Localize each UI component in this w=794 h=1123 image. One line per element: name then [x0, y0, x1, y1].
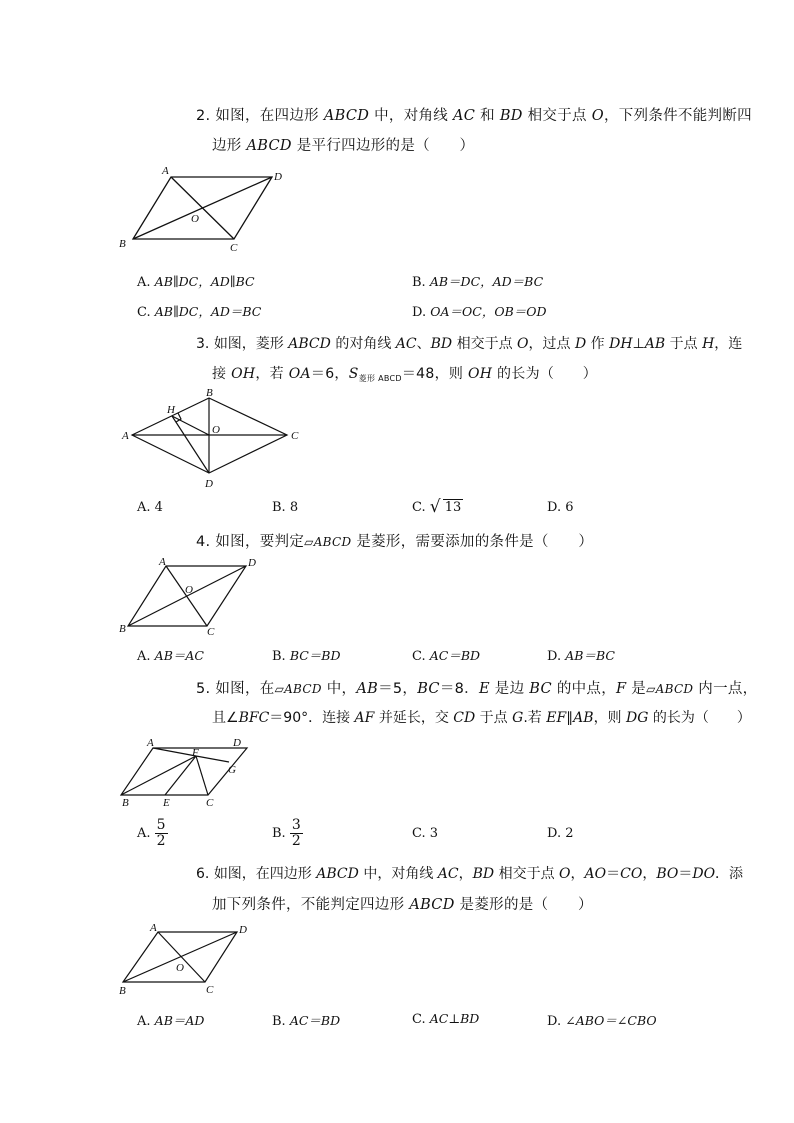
q3-label-o: O: [212, 424, 220, 436]
q5-stem-line1: 5. 如图，在▱ABCD 中，AB＝5，BC＝8．E 是边 BC 的中点，F 是▱ABCD 内一点，: [196, 681, 758, 697]
q5-option-a[interactable]: A. $\frac{5}{2}$: [137, 817, 166, 849]
q5-fraction-b: $\frac{3}{2}$: [291, 817, 301, 849]
q4-option-c[interactable]: C. AC＝BD: [412, 648, 481, 664]
q5-label-f: F: [192, 747, 199, 759]
q5-label-a: A: [147, 737, 154, 749]
q2-label-a: A: [162, 165, 169, 177]
q3-stem-line1: 3. 如图，菱形 ABCD 的对角线 AC、BD 相交于点 O，过点 D 作 DH⊥AB 于点 H，连: [196, 336, 743, 352]
q3-option-c[interactable]: C. √ 13: [412, 497, 462, 517]
q4-label-a: A: [159, 556, 166, 568]
q6-label-b: B: [119, 985, 126, 997]
q3-label-h: H: [167, 404, 175, 416]
q4-label-d: D: [248, 557, 256, 569]
q3-label-d: D: [205, 478, 213, 490]
q4-option-b[interactable]: B. BC＝BD: [272, 648, 341, 664]
q6-option-c[interactable]: C. AC⊥BD: [412, 1011, 480, 1027]
q6-stem-line1: 6. 如图，在四边形 ABCD 中，对角线 AC，BD 相交于点 O，AO＝CO，BO＝DO．添: [196, 866, 744, 882]
q2-option-a[interactable]: A. AB∥DC，AD∥BC: [137, 274, 255, 290]
q2-option-c[interactable]: C. AB∥DC，AD＝BC: [137, 304, 262, 320]
q3-sqrt: √ 13: [429, 497, 462, 517]
q6-option-d[interactable]: D. ∠ABO＝∠CBO: [547, 1013, 657, 1029]
q3-label-c: C: [291, 430, 299, 442]
q5-fraction-a: $\frac{5}{2}$: [156, 817, 166, 849]
q2-label-d: D: [274, 171, 282, 183]
q2-stem-line2: 边形 ABCD 是平行四边形的是（ ）: [212, 138, 475, 154]
q5-label-g: G: [228, 764, 236, 776]
q2-option-d[interactable]: D. OA＝OC，OB＝OD: [412, 304, 547, 320]
q6-label-o: O: [176, 962, 184, 974]
q6-label-d: D: [239, 924, 247, 936]
q3-stem-line2: 接 OH，若 OA＝6，$S_{菱形 ABCD}=48$，则 OH 的长为（ ）: [212, 366, 598, 383]
q6-label-a: A: [150, 922, 157, 934]
q3-label-a: A: [122, 430, 129, 442]
q5-label-d: D: [233, 737, 241, 749]
q3-option-b[interactable]: B. 8: [272, 500, 299, 515]
q5-stem-line2: 且∠BFC＝90°．连接 AF 并延长，交 CD 于点 G.若 EF∥AB，则 DG 的长为（ ）: [212, 710, 751, 726]
q2-label-b: B: [119, 238, 126, 250]
q2-label-c: C: [230, 242, 238, 254]
q3-option-a[interactable]: A. 4: [137, 500, 163, 515]
q2-label-o: O: [191, 213, 199, 225]
q5-label-c: C: [206, 797, 214, 809]
q4-label-b: B: [119, 623, 126, 635]
q2-stem-line1: 2. 如图，在四边形 ABCD 中，对角线 AC 和 BD 相交于点 O，下列条件不能判断四: [196, 108, 752, 124]
q4-option-d[interactable]: D. AB＝BC: [547, 648, 615, 664]
q4-label-o: O: [185, 584, 193, 596]
q3-label-b: B: [206, 387, 213, 399]
q6-diagonal-ac: [158, 932, 205, 982]
q5-label-b: B: [122, 797, 129, 809]
q4-label-c: C: [207, 626, 215, 638]
q3-option-d[interactable]: D. 6: [547, 500, 574, 515]
q6-stem-line2: 加下列条件，不能判定四边形 ABCD 是菱形的是（ ）: [212, 897, 593, 913]
q6-option-a[interactable]: A. AB＝AD: [137, 1013, 205, 1029]
q6-label-c: C: [206, 984, 214, 996]
q2-option-b[interactable]: B. AB＝DC，AD＝BC: [412, 274, 544, 290]
q5-label-e: E: [163, 797, 170, 809]
q5-option-b[interactable]: B. $\frac{3}{2}$: [272, 817, 301, 849]
q4-stem: 4. 如图，要判定▱ABCD 是菱形，需要添加的条件是（ ）: [196, 534, 594, 550]
q6-option-b[interactable]: B. AC＝BD: [272, 1013, 341, 1029]
q5-option-d[interactable]: D. 2: [547, 826, 574, 841]
q4-option-a[interactable]: A. AB＝AC: [137, 648, 204, 664]
q5-option-c[interactable]: C. 3: [412, 826, 439, 841]
